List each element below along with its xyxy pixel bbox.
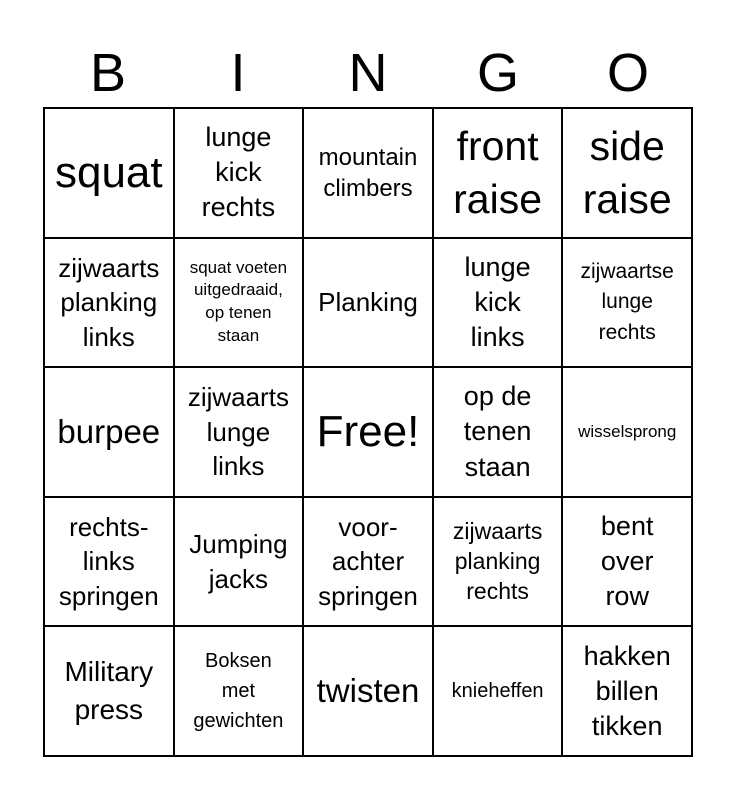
cell-text: wisselsprong — [578, 421, 677, 441]
bingo-cell-r1c5[interactable] — [563, 109, 693, 239]
bingo-cell-r4c4[interactable] — [434, 498, 564, 628]
bingo-cell-r4c2[interactable] — [175, 498, 305, 628]
cell-text: burpee — [57, 413, 161, 451]
bingo-header — [43, 40, 693, 106]
cell-text: mountain climbers — [318, 143, 418, 202]
cell-text: squat — [54, 147, 163, 197]
bingo-cell-r5c3[interactable] — [304, 627, 434, 757]
bingo-cell-r2c4[interactable] — [434, 239, 564, 369]
bingo-cell-r1c4[interactable] — [434, 109, 564, 239]
cell-text: lunge kick rechts — [201, 122, 276, 223]
bingo-cell-r5c1[interactable] — [45, 627, 175, 757]
bingo-cell-r5c4[interactable] — [434, 627, 564, 757]
bingo-cell-r1c3[interactable] — [304, 109, 434, 239]
cell-text: zijwaarts planking links — [58, 252, 160, 352]
header-letter-o: O — [606, 43, 649, 103]
cell-text: rechts- links springen — [58, 511, 159, 611]
header-letter-g: G — [476, 43, 519, 103]
cell-text: hakken billen tikken — [583, 640, 671, 741]
bingo-cell-r2c5[interactable] — [563, 239, 693, 369]
bingo-cell-free[interactable] — [304, 368, 434, 498]
cell-text: Jumping jacks — [189, 529, 288, 594]
bingo-card — [43, 107, 693, 757]
cell-text: front raise — [453, 122, 543, 222]
cell-text: voor- achter springen — [318, 511, 418, 611]
bingo-cell-r2c1[interactable] — [45, 239, 175, 369]
bingo-cell-r4c3[interactable] — [304, 498, 434, 628]
bingo-cell-r1c2[interactable] — [175, 109, 305, 239]
cell-text: zijwaartse lunge rechts — [580, 259, 674, 344]
bingo-cell-r5c2[interactable] — [175, 627, 305, 757]
header-letter-n: N — [348, 43, 388, 103]
header-letter-b: B — [89, 43, 127, 103]
cell-text: bent over row — [600, 510, 654, 612]
cell-text: Planking — [318, 287, 418, 318]
bingo-cell-r3c1[interactable] — [45, 368, 175, 498]
bingo-cell-r1c1[interactable] — [45, 109, 175, 239]
bingo-cell-r3c2[interactable] — [175, 368, 305, 498]
cell-text: knieheffen — [451, 680, 544, 703]
cell-text: squat voeten uitgedraaid, op tenen staan — [189, 257, 288, 346]
cell-text: Boksen met gewichten — [193, 650, 284, 733]
cell-text: zijwaarts planking rechts — [452, 517, 543, 604]
bingo-cell-r4c5[interactable] — [563, 498, 693, 628]
bingo-cell-r2c2[interactable] — [175, 239, 305, 369]
cell-text: lunge kick links — [464, 251, 531, 352]
header-letter-i: I — [230, 43, 246, 103]
cell-text: Military press — [64, 655, 154, 726]
cell-text: op de tenen staan — [463, 381, 532, 482]
bingo-cell-r2c3[interactable] — [304, 239, 434, 369]
cell-text: Free! — [316, 406, 420, 456]
bingo-cell-r4c1[interactable] — [45, 498, 175, 628]
bingo-cell-r3c4[interactable] — [434, 368, 564, 498]
cell-text: zijwaarts lunge links — [187, 382, 289, 482]
cell-text: twisten — [316, 672, 420, 710]
bingo-cell-r5c5[interactable] — [563, 627, 693, 757]
cell-text: side raise — [582, 122, 672, 222]
bingo-cell-r3c5[interactable] — [563, 368, 693, 498]
